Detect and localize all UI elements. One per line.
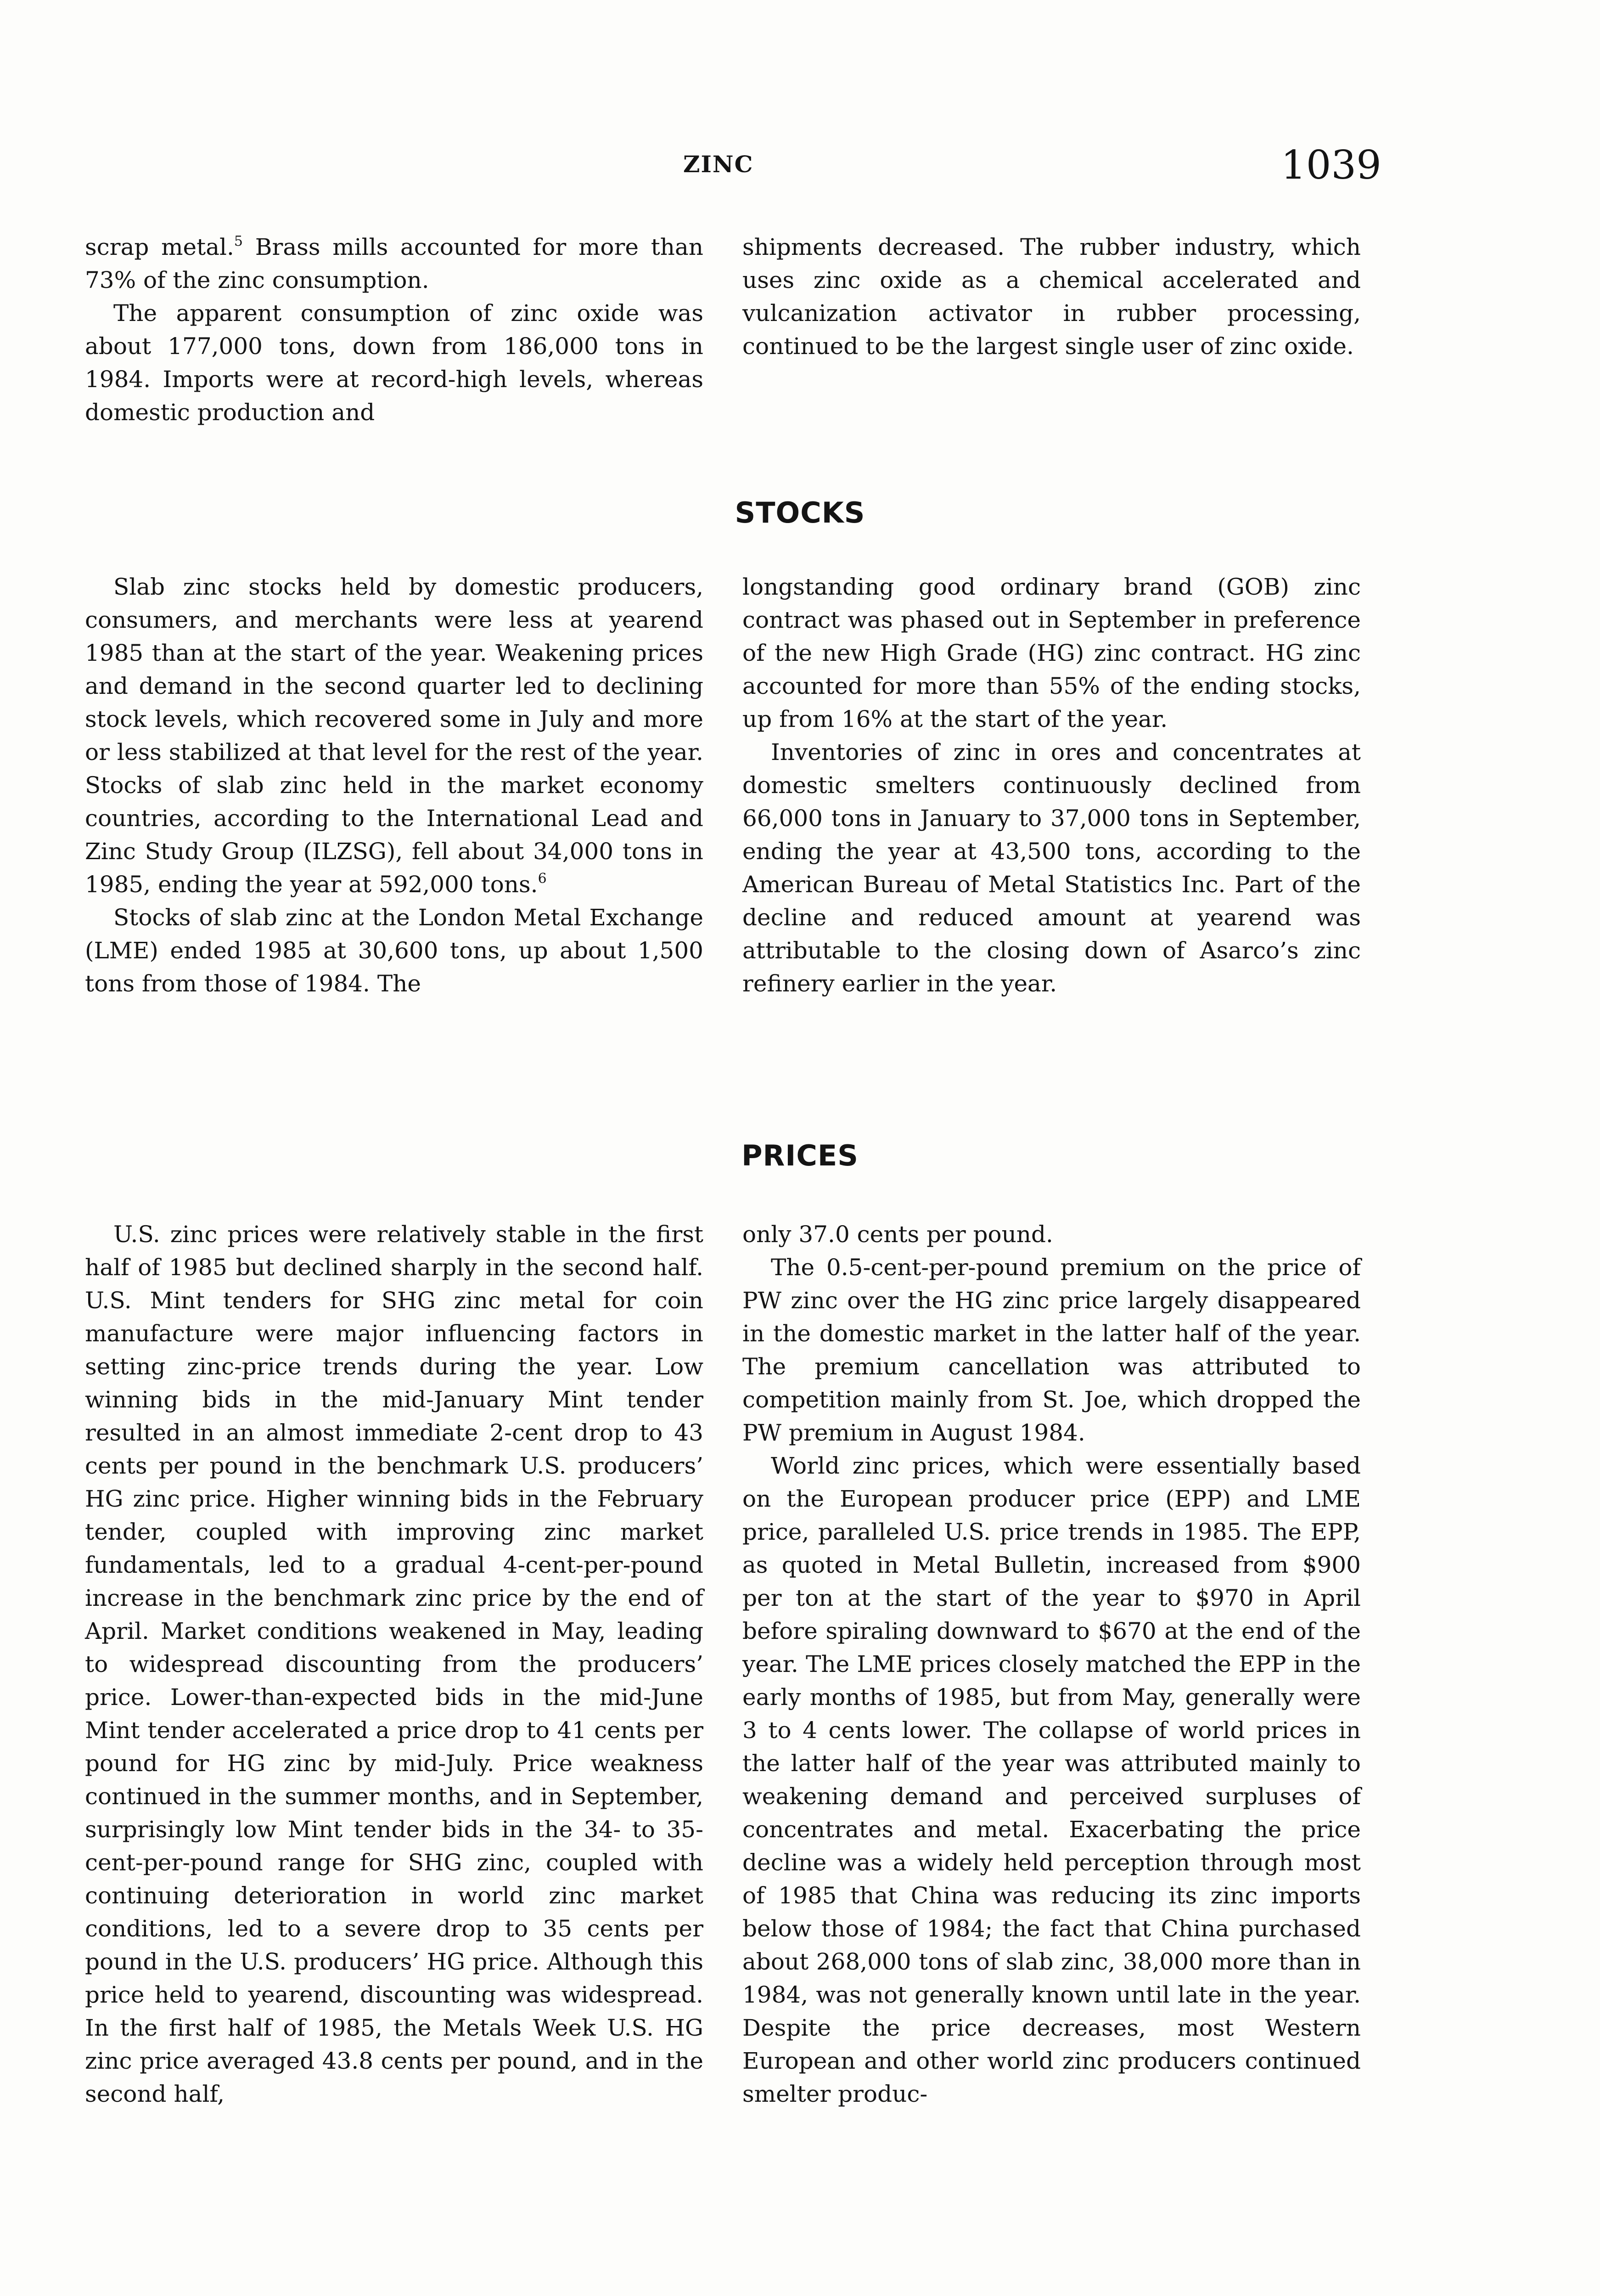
paragraph-text: Slab zinc stocks held by domestic producers, consumers, and merchants were less at yearend 1985 than at the start of the year. Weakening prices and demand in the second quarter led to declining stock levels, which recovered some in July and more or less stabilized at that level for the rest of the year. Stocks of slab zinc held in the market economy countries, according to the International Lead and Zinc Study Group (ILZSG), fell about 34,000 tons in 1985, ending the year at 592,000 tons. — [85, 574, 703, 898]
paragraph: The apparent consumption of zinc oxide was about 177,000 tons, down from 186,000 tons in 1984. Imports were at record-high levels, whereas domestic production and — [85, 300, 703, 426]
prices-right-column — [742, 1218, 1361, 2110]
paragraph-text: Brass mills accounted for more than 73% of the zinc consumption. — [85, 234, 704, 293]
intro-right-column — [742, 231, 1361, 363]
paragraph: Inventories of zinc in ores and concentrates at domestic smelters continuously declined from 66,000 tons in January to 37,000 tons in September, ending the year at 43,500 tons, according to the American Bureau of Metal Statistics Inc. Part of the decline and reduced amount at yearend was attributable to the closing down of Asarco’s zinc refinery earlier in the year. — [742, 739, 1361, 997]
footnote-ref: 5 — [234, 233, 243, 249]
paragraph: World zinc prices, which were essentially based on the European producer price (EPP) and LME price, paralleled U.S. price trends in 1985. The EPP, as quoted in Metal Bulletin, increased from $900 per ton at the start of the year to $970 in April before spiraling downward to $670 at the end of the year. The LME prices closely matched the EPP in the early months of 1985, but from May, generally were 3 to 4 cents lower. The collapse of world prices in the latter half of the year was attributed mainly to weakening demand and perceived surpluses of concentrates and metal. Exacerbating the price decline was a widely held perception through most of 1985 that China was reducing its zinc imports below those of 1984; the fact that China purchased about 268,000 tons of slab zinc, 38,000 more than in 1984, was not generally known until late in the year. Despite the price decreases, most Western European and other world zinc producers continued smelter produc- — [742, 1452, 1361, 2107]
section-heading-stocks: STOCKS — [735, 496, 865, 529]
paragraph: longstanding good ordinary brand (GOB) zinc contract was phased out in September in preference of the new High Grade (HG) zinc contract. HG zinc accounted for more than 55% of the ending stocks, up from 16% at the start of the year. — [742, 574, 1361, 732]
paragraph — [85, 231, 703, 297]
stocks-left-column — [85, 570, 703, 1000]
footnote-ref: 6 — [538, 871, 547, 887]
stocks-right-column — [742, 570, 1361, 1000]
paragraph-text: scrap metal. — [85, 234, 234, 260]
running-header — [0, 142, 1600, 189]
paragraph: The 0.5-cent-per-pound premium on the price of PW zinc over the HG zinc price largely disappeared in the domestic market in the latter half of the year. The premium cancellation was attributed to competition mainly from St. Joe, which dropped the PW premium in August 1984. — [742, 1254, 1361, 1446]
paragraph: U.S. zinc prices were relatively stable in the first half of 1985 but declined sharply in the second half. U.S. Mint tenders for SHG zinc metal for coin manufacture were major influencing factors in setting zinc-price trends during the year. Low winning bids in the mid-January Mint tender resulted in an almost immediate 2-cent drop to 43 cents per pound in the benchmark U.S. producers’ HG zinc price. Higher winning bids in the February tender, coupled with improving zinc market fundamentals, led to a gradual 4-cent-per-pound increase in the benchmark zinc price by the end of April. Market conditions weakened in May, leading to widespread discounting from the producers’ price. Lower-than-expected bids in the mid-June Mint tender accelerated a price drop to 41 cents per pound for HG zinc by mid-July. Price weakness continued in the summer months, and in September, surprisingly low Mint tender bids in the 34- to 35-cent-per-pound range for SHG zinc, coupled with continuing deterioration in world zinc market conditions, led to a severe drop to 35 cents per pound in the U.S. producers’ HG price. Although this price held to yearend, discounting was widespread. In the first half of 1985, the Metals Week U.S. HG zinc price averaged 43.8 cents per pound, and in the second half, — [85, 1221, 703, 2107]
intro-left-column — [85, 231, 703, 429]
paragraph: Stocks of slab zinc at the London Metal Exchange (LME) ended 1985 at 30,600 tons, up about 1,500 tons from those of 1984. The — [85, 904, 703, 997]
page-number: 1039 — [1281, 142, 1381, 188]
running-title: ZINC — [683, 151, 754, 178]
section-heading-prices: PRICES — [741, 1139, 859, 1172]
paragraph: shipments decreased. The rubber industry, which uses zinc oxide as a chemical accelerated and vulcanization activator in rubber processing, continued to be the largest single user of zinc oxide. — [742, 234, 1361, 360]
paragraph — [85, 570, 703, 901]
paragraph: only 37.0 cents per pound. — [742, 1221, 1053, 1248]
prices-left-column — [85, 1218, 703, 2110]
